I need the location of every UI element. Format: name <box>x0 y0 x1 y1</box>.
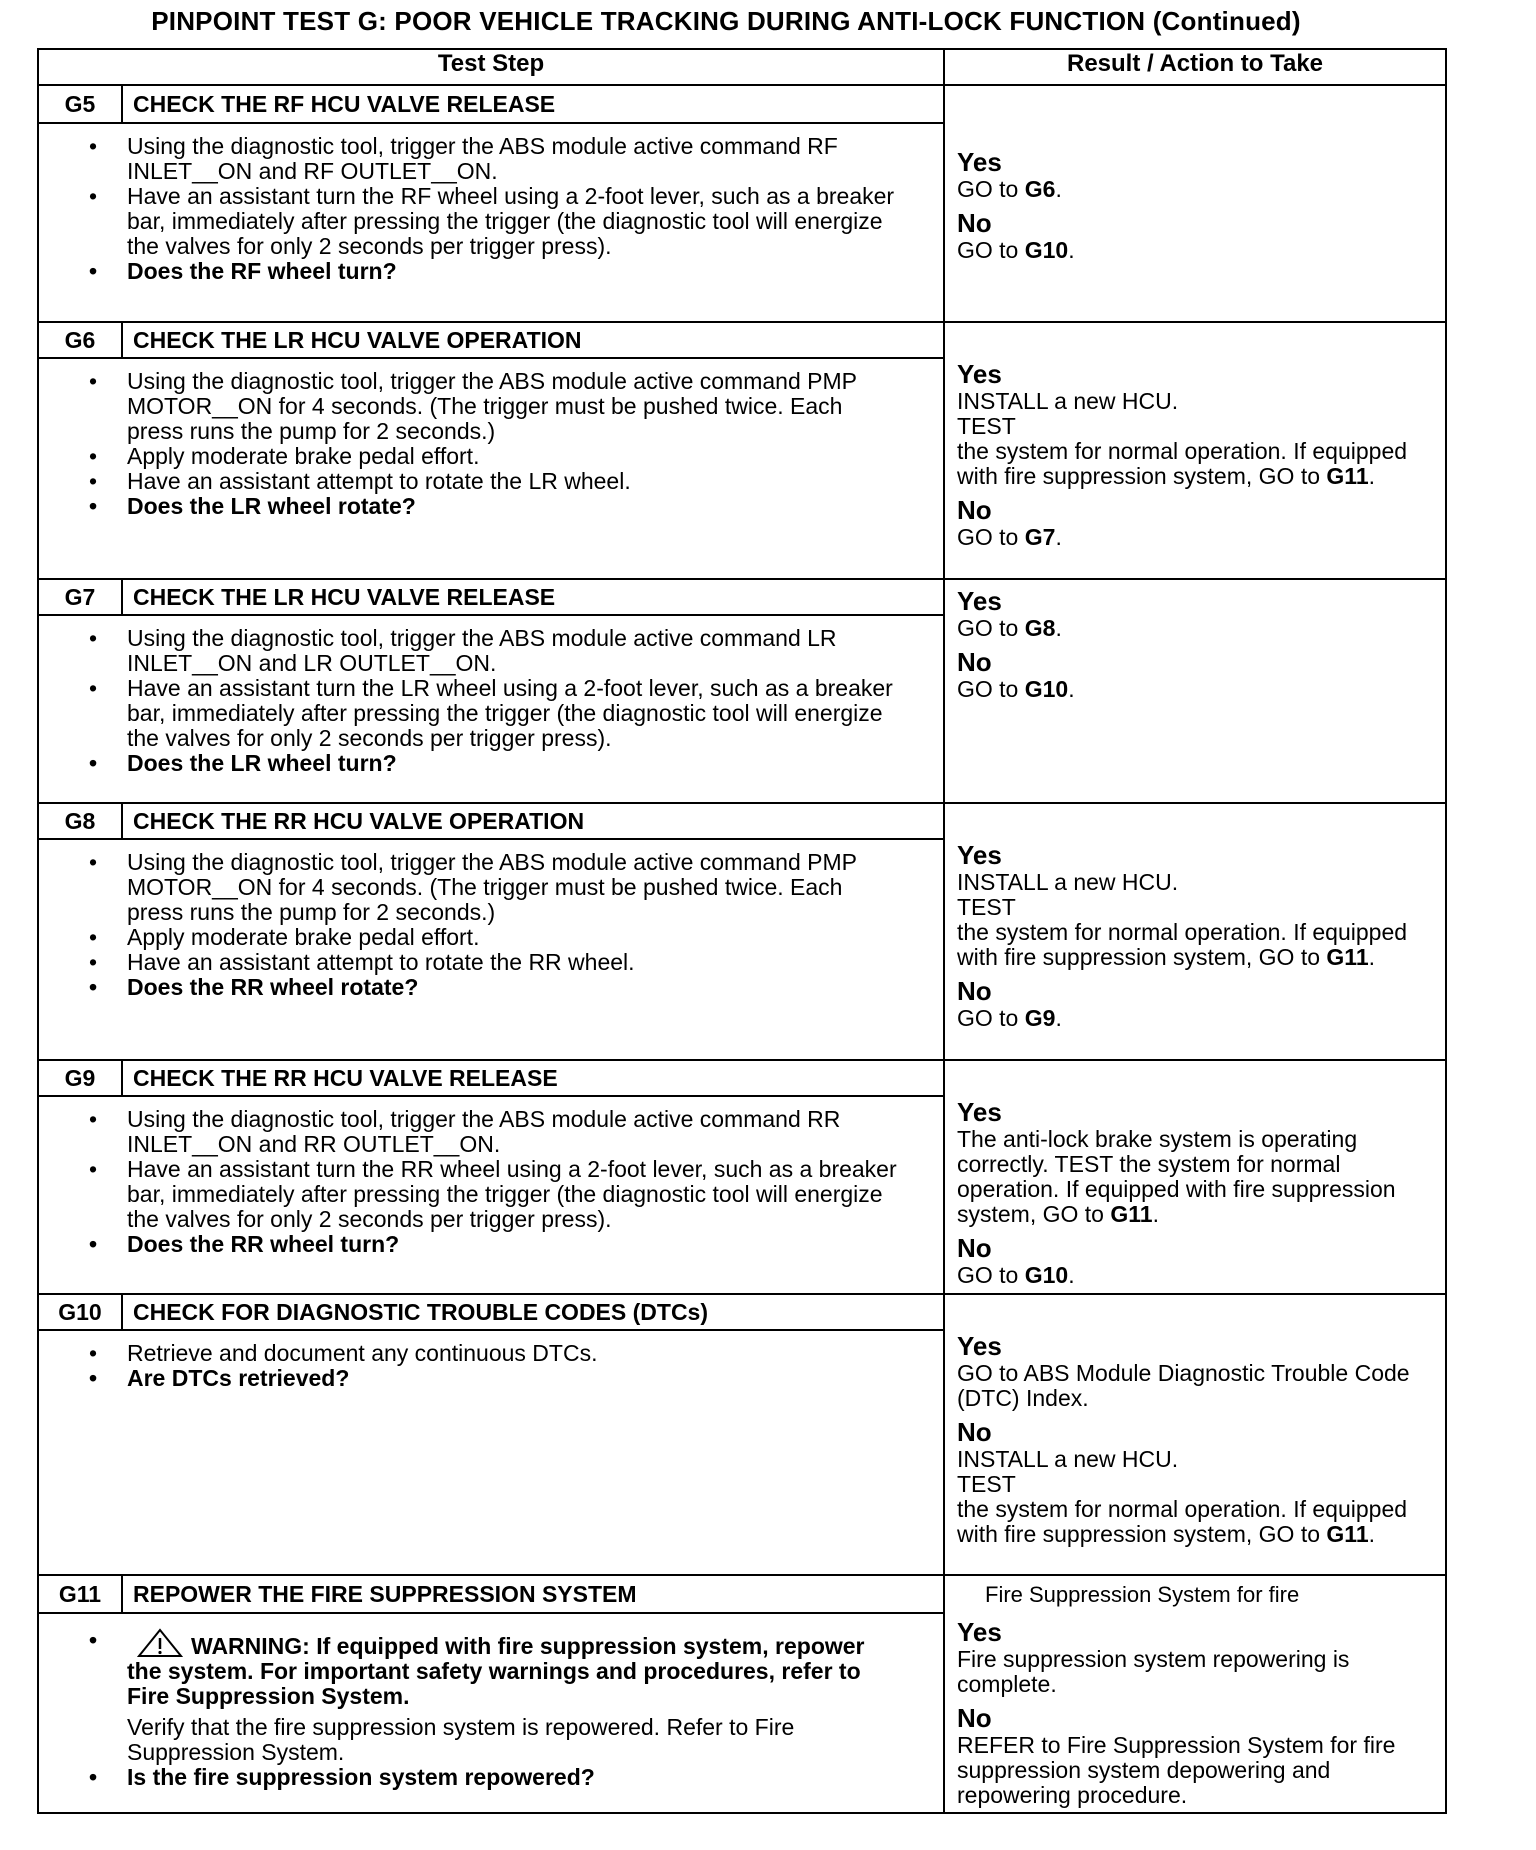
step-G10-instructions <box>38 1330 944 1575</box>
no-goto: G10 <box>1024 1262 1069 1288</box>
step-question: • Does the RF wheel turn? <box>127 259 903 284</box>
step-title: CHECK THE LR HCU VALVE OPERATION <box>122 322 944 358</box>
yes-end: . <box>1368 463 1376 489</box>
step-G7-result <box>944 579 1446 803</box>
step-bullet: • Using the diagnostic tool, trigger the ABS module active command LR INLET__ON and LR OUTLET__ON. <box>127 626 903 676</box>
yes-line2: TEST <box>957 894 1016 920</box>
step-question: • Is the fire suppression system repowered? <box>127 1765 903 1790</box>
header-row <box>38 49 1446 85</box>
step-G9-title-row <box>38 1060 1446 1096</box>
no-text: GO to <box>957 236 1025 263</box>
step-question: • Does the RR wheel turn? <box>127 1232 903 1257</box>
yes-label: Yes <box>957 1331 1002 1361</box>
no-label: No <box>957 976 992 1006</box>
step-bullet: • Using the diagnostic tool, trigger the ABS module active command RR INLET__ON and RR OUTLET__ON. <box>127 1107 903 1157</box>
yes-label: Yes <box>957 840 1002 870</box>
no-text: GO to <box>957 1262 1025 1288</box>
yes-goto: G11 <box>1326 463 1369 489</box>
yes-goto: G6 <box>1024 175 1056 202</box>
step-G7-instructions <box>38 615 944 803</box>
step-bullet: • Apply moderate brake pedal effort. <box>127 925 903 950</box>
yes-line1: INSTALL a new HCU. <box>957 388 1179 414</box>
step-bullet: • Retrieve and document any continuous DTCs. <box>127 1341 903 1366</box>
step-id: G9 <box>38 1060 122 1096</box>
no-goto: G10 <box>1024 236 1069 263</box>
step-id: G7 <box>38 579 122 615</box>
step-G11-title-row <box>38 1575 1446 1613</box>
step-title: CHECK THE LR HCU VALVE RELEASE <box>122 579 944 615</box>
no-end: . <box>1068 236 1075 263</box>
yes-label: Yes <box>957 146 1002 177</box>
header-test-step: Test Step <box>38 49 944 85</box>
yes-goto: G11 <box>1110 1201 1153 1227</box>
yes-end: . <box>1152 1201 1159 1227</box>
step-G10-title-row <box>38 1294 1446 1330</box>
yes-text: GO to <box>957 615 1025 641</box>
yes-end: . <box>1055 615 1062 641</box>
step-G6-instructions <box>38 358 944 579</box>
no-line2: TEST <box>957 1471 1016 1497</box>
step-G9-instructions <box>38 1096 944 1294</box>
step-bullet: • Have an assistant turn the LR wheel using a 2-foot lever, such as a breaker bar, immediately after pressing the trigger (the diagnostic tool will energize the valves for only 2 seconds per trigger press). <box>127 676 903 751</box>
step-title: CHECK THE RR HCU VALVE OPERATION <box>122 803 944 839</box>
step-G6-title-row <box>38 322 1446 358</box>
step-id: G5 <box>38 85 122 123</box>
warning-bullet <box>127 1628 903 1765</box>
step-id: G10 <box>38 1294 122 1330</box>
yes-line1: INSTALL a new HCU. <box>957 869 1179 895</box>
yes-text: the system for normal operation. If equipped with fire suppression system, GO to <box>957 438 1408 489</box>
no-label: No <box>957 1703 992 1733</box>
yes-label: Yes <box>957 359 1002 389</box>
yes-text: Fire suppression system repowering is complete. <box>957 1646 1350 1697</box>
yes-text: the system for normal operation. If equipped with fire suppression system, GO to <box>957 919 1408 970</box>
no-text: GO to <box>957 676 1025 702</box>
step-bullet: • Have an assistant turn the RR wheel using a 2-foot lever, such as a breaker bar, immediately after pressing the trigger (the diagnostic tool will energize the valves for only 2 seconds per trigger press). <box>127 1157 903 1232</box>
no-goto: G9 <box>1024 1005 1056 1031</box>
step-G10-result <box>944 1294 1446 1575</box>
no-end: . <box>1068 1262 1075 1288</box>
page-title: PINPOINT TEST G: POOR VEHICLE TRACKING DURING ANTI-LOCK FUNCTION (Continued) <box>151 6 1301 36</box>
step-bullet: • Have an assistant attempt to rotate the RR wheel. <box>127 950 903 975</box>
step-G8-result <box>944 803 1446 1060</box>
step-title: CHECK FOR DIAGNOSTIC TROUBLE CODES (DTCs) <box>122 1294 944 1330</box>
warning-note: Verify that the fire suppression system is repowered. Refer to Fire Suppression System. <box>127 1714 795 1766</box>
step-id: G6 <box>38 322 122 358</box>
no-end: . <box>1368 1521 1376 1547</box>
step-question: • Are DTCs retrieved? <box>127 1366 903 1391</box>
step-G5-result <box>944 85 1446 322</box>
yes-label: Yes <box>957 586 1002 616</box>
step-bullet: • Have an assistant attempt to rotate the LR wheel. <box>127 469 903 494</box>
warning-label: WARNING: <box>191 1633 310 1660</box>
result-note: Fire Suppression System for fire <box>985 1582 1300 1607</box>
no-label: No <box>957 1417 992 1447</box>
step-G6-result <box>944 322 1446 579</box>
step-title: CHECK THE RF HCU VALVE RELEASE <box>122 85 944 123</box>
step-G11-result <box>944 1575 1446 1813</box>
step-bullet: • Using the diagnostic tool, trigger the ABS module active command PMP MOTOR__ON for 4 seconds. (The trigger must be pushed twice. Each press runs the pump for 2 seconds.) <box>127 369 903 444</box>
step-G11-instructions <box>38 1613 944 1813</box>
no-goto: G7 <box>1024 524 1056 550</box>
yes-text: GO to <box>957 175 1025 202</box>
no-label: No <box>957 207 992 238</box>
step-title: REPOWER THE FIRE SUPPRESSION SYSTEM <box>122 1575 944 1613</box>
header-result: Result / Action to Take <box>944 49 1446 85</box>
no-end: . <box>1055 1005 1062 1031</box>
step-bullet: • Have an assistant turn the RF wheel using a 2-foot lever, such as a breaker bar, immediately after pressing the trigger (the diagnostic tool will energize the valves for only 2 seconds per trigger press). <box>127 184 903 259</box>
yes-goto: G8 <box>1024 615 1056 641</box>
step-G5-instructions <box>38 123 944 322</box>
no-label: No <box>957 647 992 677</box>
step-question: • Does the RR wheel rotate? <box>127 975 903 1000</box>
no-text: the system for normal operation. If equipped with fire suppression system, GO to <box>957 1496 1408 1547</box>
step-G8-title-row <box>38 803 1446 839</box>
no-line1: INSTALL a new HCU. <box>957 1446 1179 1472</box>
yes-line2: TEST <box>957 413 1016 439</box>
no-text: GO to <box>957 524 1025 550</box>
no-text: GO to <box>957 1005 1025 1031</box>
pinpoint-test-table <box>37 48 1447 1814</box>
step-G9-result <box>944 1060 1446 1294</box>
step-id: G8 <box>38 803 122 839</box>
step-G5-title-row <box>38 85 1446 123</box>
no-goto: G10 <box>1024 676 1069 702</box>
warning-triangle-icon <box>137 1628 183 1658</box>
yes-text: The anti-lock brake system is operating correctly. TEST the system for normal operation. If equipped with fire suppression system, GO to <box>957 1126 1396 1227</box>
step-title: CHECK THE RR HCU VALVE RELEASE <box>122 1060 944 1096</box>
no-label: No <box>957 1233 992 1263</box>
step-bullet: • Apply moderate brake pedal effort. <box>127 444 903 469</box>
yes-label: Yes <box>957 1097 1002 1127</box>
step-G8-instructions <box>38 839 944 1060</box>
step-bullet: • Using the diagnostic tool, trigger the ABS module active command PMP MOTOR__ON for 4 seconds. (The trigger must be pushed twice. Each press runs the pump for 2 seconds.) <box>127 850 903 925</box>
step-question: • Does the LR wheel rotate? <box>127 494 903 519</box>
step-G7-title-row <box>38 579 1446 615</box>
step-id: G11 <box>38 1575 122 1613</box>
step-question: • Does the LR wheel turn? <box>127 751 903 776</box>
yes-goto: G11 <box>1326 944 1369 970</box>
no-goto: G11 <box>1326 1521 1369 1547</box>
no-end: . <box>1055 524 1062 550</box>
no-label: No <box>957 495 992 525</box>
yes-label: Yes <box>957 1617 1002 1647</box>
yes-text: GO to ABS Module Diagnostic Trouble Code (DTC) Index. <box>957 1360 1410 1411</box>
warning-text: If equipped with fire suppression system, repower the system. For important safety warnings and procedures, refer to Fire Suppression System. <box>127 1633 865 1710</box>
step-bullet: • Using the diagnostic tool, trigger the ABS module active command RF INLET__ON and RF OUTLET__ON. <box>127 134 903 184</box>
yes-end: . <box>1368 944 1376 970</box>
no-text: REFER to Fire Suppression System for fire suppression system depowering and repowering procedure. <box>957 1732 1396 1808</box>
no-end: . <box>1068 676 1075 702</box>
yes-end: . <box>1055 175 1062 202</box>
